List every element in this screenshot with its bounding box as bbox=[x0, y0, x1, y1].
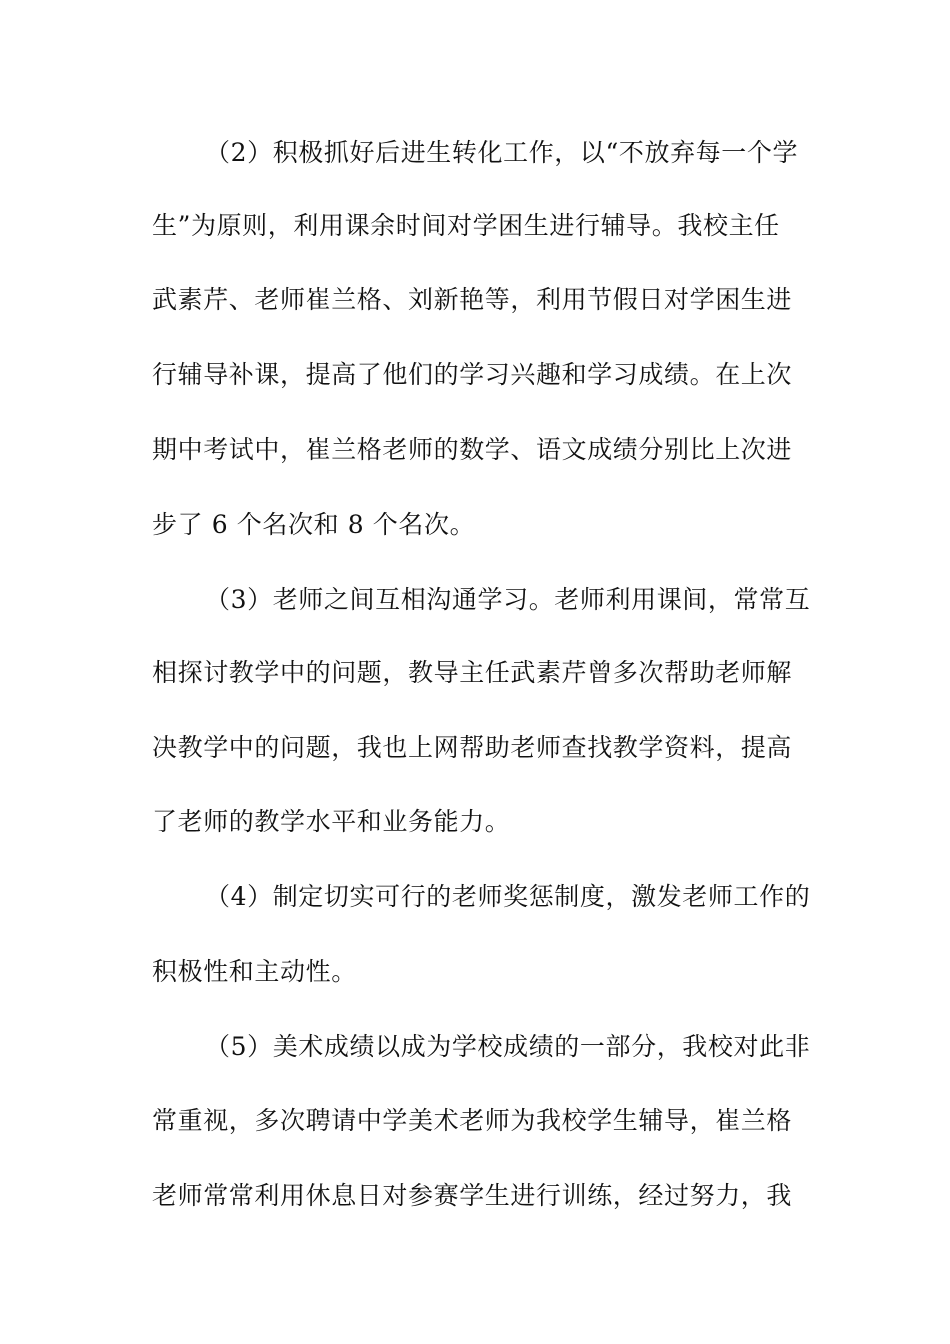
text-line: 武素芹、老师崔兰格、刘新艳等，利用节假日对学困生进 bbox=[152, 285, 793, 314]
text-line: （3）老师之间互相沟通学习。老师利用课间，常常互 bbox=[205, 585, 811, 614]
text-line: 期中考试中，崔兰格老师的数学、语文成绩分别比上次进 bbox=[152, 435, 793, 464]
text-line: （5）美术成绩以成为学校成绩的一部分，我校对此非 bbox=[205, 1032, 811, 1061]
text-line: 积极性和主动性。 bbox=[152, 957, 357, 986]
text-line: 常重视，多次聘请中学美术老师为我校学生辅导，崔兰格 bbox=[152, 1106, 793, 1135]
text-line: 了老师的教学水平和业务能力。 bbox=[152, 807, 511, 836]
text-line: 生”为原则，利用课余时间对学困生进行辅导。我校主任 bbox=[152, 211, 780, 240]
text-line: 决教学中的问题，我也上网帮助老师查找教学资料，提高 bbox=[152, 733, 793, 762]
text-line: 相探讨教学中的问题，教导主任武素芹曾多次帮助老师解 bbox=[152, 658, 793, 687]
text-line: 老师常常利用休息日对参赛学生进行训练，经过努力，我 bbox=[152, 1181, 793, 1210]
text-line: （4）制定切实可行的老师奖惩制度，激发老师工作的 bbox=[205, 882, 811, 911]
text-line: 步了 6 个名次和 8 个名次。 bbox=[152, 510, 476, 539]
text-line: 行辅导补课，提高了他们的学习兴趣和学习成绩。在上次 bbox=[152, 360, 793, 389]
text-line: （2）积极抓好后进生转化工作，以“不放弃每一个学 bbox=[205, 138, 799, 167]
